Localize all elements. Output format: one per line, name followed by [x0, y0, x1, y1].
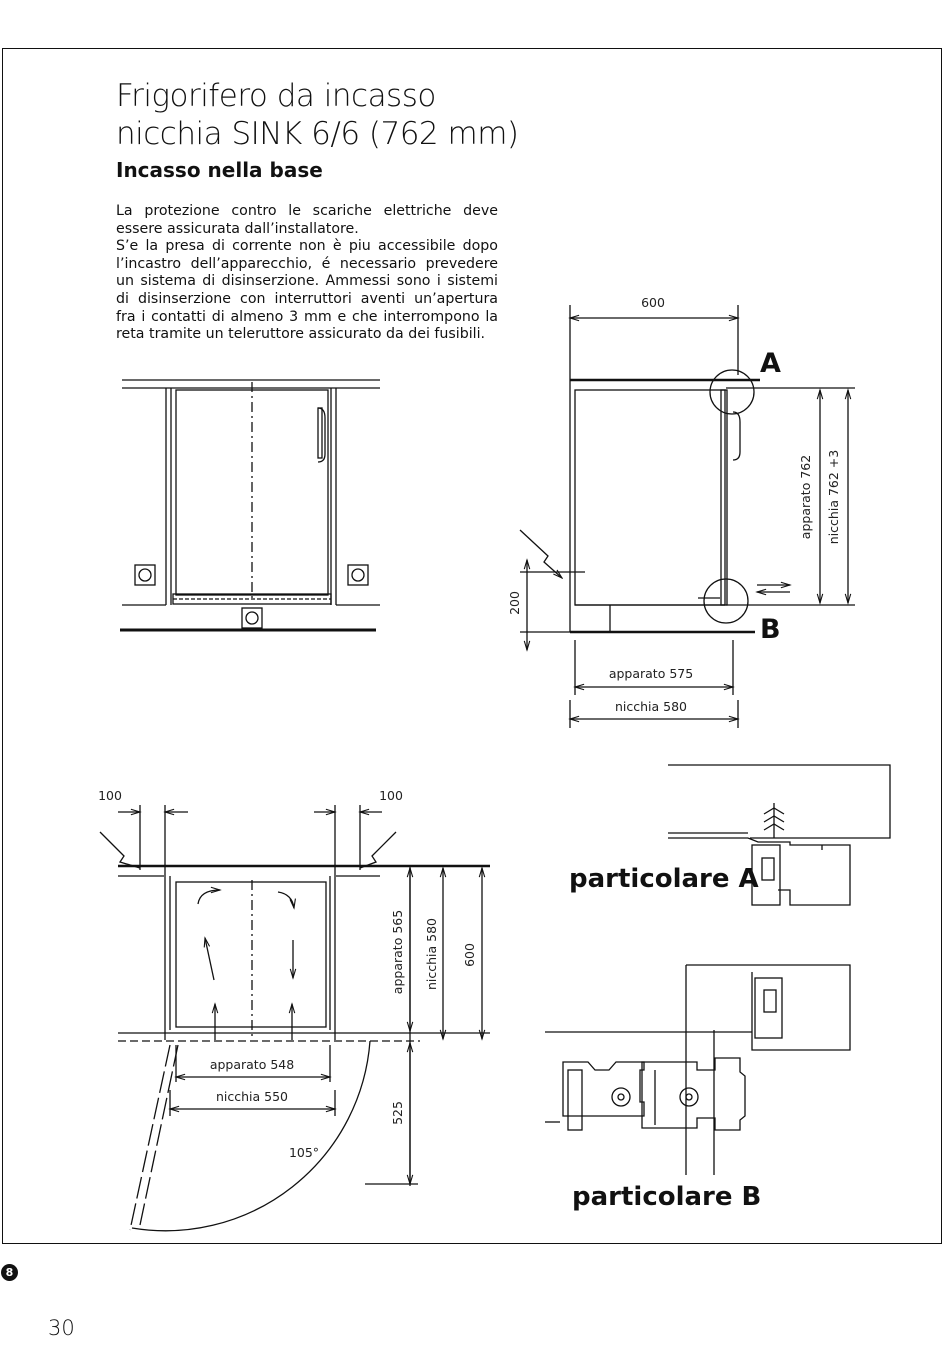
label-b: B	[760, 614, 781, 645]
dim-apparato-548: apparato 548	[209, 1057, 295, 1072]
dim-apparato-575: apparato 575	[608, 666, 694, 681]
dim-total-600: 600	[462, 943, 477, 967]
dim-door-angle-105: 105°	[288, 1145, 320, 1160]
instructions-paragraph-1: La protezione contro le scariche elettriche deve essere assicurata dall’installatore.	[116, 203, 498, 237]
page-title-line1: Frigorifero da incasso	[116, 78, 436, 114]
dim-nicchia-580: nicchia 580	[614, 699, 688, 714]
chapter-badge: 8	[1, 1264, 18, 1281]
dim-nicchia-580-plan: nicchia 580	[424, 917, 439, 991]
front-view-drawing	[120, 380, 380, 630]
page-number: 30	[48, 1316, 75, 1340]
dim-gap-left-100: 100	[98, 788, 122, 803]
dim-door-swing-525: 525	[390, 1101, 405, 1125]
dim-socket-200: 200	[507, 591, 522, 615]
dim-gap-right-100: 100	[379, 788, 403, 803]
detail-b-drawing	[545, 965, 850, 1175]
label-a: A	[760, 348, 781, 379]
section-subtitle: Incasso nella base	[116, 158, 323, 182]
detail-b-caption: particolare B	[572, 1182, 762, 1212]
dim-nicchia-550: nicchia 550	[215, 1089, 289, 1104]
instructions-paragraph-2: S’e la presa di corrente non è piu accessibile dopo l’incastro dell’apparecchio, é necessario prevedere un sistema di disinserzione. Ammessi sono i sistemi di disinserzione con interruttori aventi un’apertura fra i contatti di almeno 3 mm e che interrompono la reta tramite un teleruttore assicurato da dei fusibili.	[116, 238, 498, 343]
dim-apparato-565: apparato 565	[390, 909, 405, 995]
page-title-line2: nicchia SINK 6/6 (762 mm)	[116, 116, 519, 152]
dim-nicchia-762: nicchia 762 +3	[826, 449, 841, 545]
dim-apparato-762: apparato 762	[798, 454, 813, 540]
plan-view-drawing	[100, 805, 490, 1231]
detail-a-caption: particolare A	[569, 864, 759, 894]
dim-side-width-600: 600	[641, 295, 665, 310]
